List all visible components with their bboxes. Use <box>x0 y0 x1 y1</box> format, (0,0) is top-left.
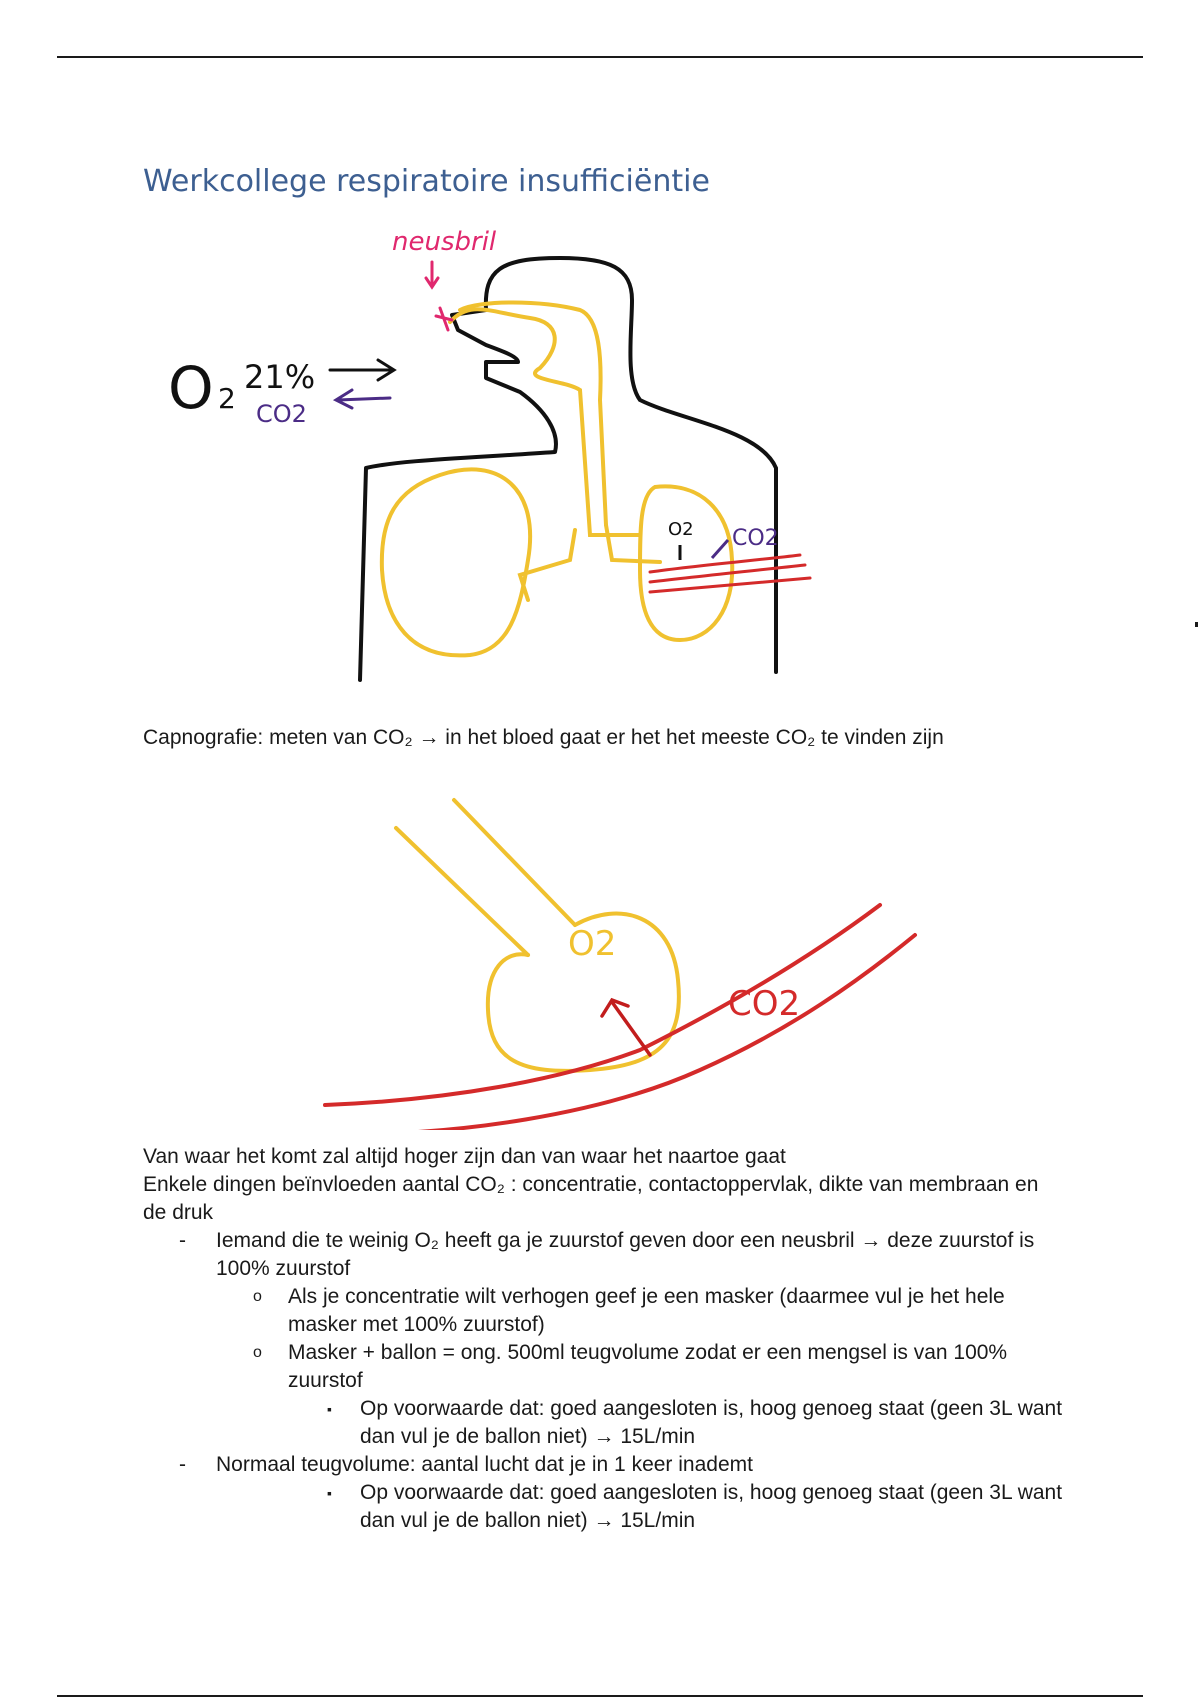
circle-bullet: o <box>253 1288 262 1305</box>
blood-vessels <box>650 555 810 592</box>
label-alv-co2: CO2 <box>732 526 779 551</box>
alveolus-sketch <box>0 790 1200 1130</box>
circle-bullet: o <box>253 1344 262 1361</box>
list-item <box>143 1227 1063 1283</box>
list-item-text: Normaal teugvolume: aantal lucht dat je in 1 keer inademt <box>216 1453 753 1476</box>
list-item <box>143 1479 1063 1535</box>
arrow-in-icon <box>330 360 394 380</box>
list-item-text: Als je concentratie wilt verhogen geef je een masker (daarmee vul je het hele masker met 100% zuurstof) <box>288 1285 1005 1336</box>
page-title: Werkcollege respiratoire insufficiëntie <box>143 164 710 199</box>
co2-diffusion-arrow-icon <box>602 1000 650 1055</box>
capillary-lower <box>330 935 915 1130</box>
label-co2-out: CO2 <box>256 400 307 428</box>
alveolus-duct <box>396 800 575 955</box>
arrow-out-icon <box>336 390 390 408</box>
dash-bullet: - <box>179 1229 186 1252</box>
list-item-text: Masker + ballon = ong. 500ml teugvolume zodat er een mengsel is van 100% zuurstof <box>288 1341 1008 1392</box>
capnography-caption: Capnografie: meten van CO₂ → in het bloed gaat er het het meeste CO₂ te vinden zijn <box>143 726 944 749</box>
dash-bullet: - <box>179 1453 186 1476</box>
square-bullet: ▪ <box>327 1485 332 1501</box>
list-item-text: Op voorwaarde dat: goed aangesloten is, hoog genoeg staat (geen 3L want dan vul je de ballon niet) → 15L/min <box>360 1397 1063 1448</box>
label-o2-sub: 2 <box>218 382 236 415</box>
alv-co2-arrow-icon <box>712 540 728 558</box>
list-item-text: Op voorwaarde dat: goed aangesloten is, hoog genoeg staat (geen 3L want dan vul je de ballon niet) → 15L/min <box>360 1481 1063 1532</box>
label-o2: O <box>168 354 214 422</box>
label-alv-o2: O2 <box>668 519 694 540</box>
list-item <box>143 1339 1063 1395</box>
notes <box>143 1143 1063 1535</box>
airway-sketch <box>0 205 1200 695</box>
nose-arrow-icon <box>426 262 452 330</box>
list-item <box>143 1283 1063 1339</box>
airway-trachea <box>460 303 606 526</box>
alveolus-drawing <box>0 790 1200 1130</box>
label-sac-o2: O2 <box>568 924 617 964</box>
label-sac-co2: CO2 <box>728 984 801 1024</box>
stray-mark <box>1195 622 1198 627</box>
body-outline-right <box>486 258 776 672</box>
list-item <box>143 1451 1063 1479</box>
label-percent: 21% <box>244 358 316 396</box>
list-item <box>143 1395 1063 1451</box>
airway-drawing <box>0 205 1200 695</box>
bottom-rule <box>57 1695 1143 1697</box>
label-neusbril: neusbril <box>392 227 497 257</box>
left-lung <box>382 469 530 655</box>
top-rule <box>57 56 1143 58</box>
note-paragraph-1: Van waar het komt zal altijd hoger zijn dan van waar het naartoe gaat <box>143 1145 786 1168</box>
list-item-text: Iemand die te weinig O₂ heeft ga je zuurstof geven door een neusbril → deze zuurstof is 100% zuurstof <box>216 1229 1035 1280</box>
note-paragraph-2: Enkele dingen beïnvloeden aantal CO₂ : concentratie, contactoppervlak, dikte van membraan en de druk <box>143 1173 1039 1224</box>
square-bullet: ▪ <box>327 1401 332 1417</box>
